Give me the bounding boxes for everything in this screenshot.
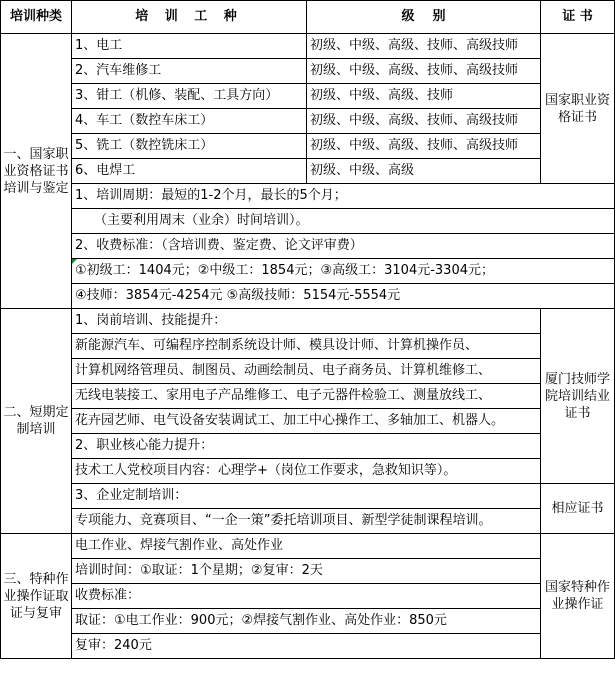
list-item: 收费标准：: [72, 584, 541, 609]
note-fee-levels: ①初级工：1404元；②中级工：1854元；③高级工：3104元-3304元；: [72, 259, 615, 284]
job-name: 3、钳工（机修、装配、工具方向）: [72, 84, 307, 109]
job-name: 1、电工: [72, 34, 307, 59]
list-item: 专项能力、竞赛项目、“一企一策”委托培训项目、新型学徒制课程培训。: [72, 509, 541, 534]
list-item: 无线电装接工、家用电子产品维修工、电子元器件检验工、测量放线工、: [72, 384, 541, 409]
list-item: 1、岗前培训、技能提升：: [72, 309, 541, 334]
category-short-term-custom: 二、短期定制培训: [1, 309, 72, 534]
header-level: 级 别: [307, 1, 541, 34]
table-row: [1, 634, 615, 659]
table-row: [1, 559, 615, 584]
table-row: [1, 384, 615, 409]
list-item: 技术工人党校项目内容：心理学+（岗位工作要求，急救知识等）。: [72, 459, 541, 484]
job-name: 4、车工（数控车床工）: [72, 109, 307, 134]
job-level: 初级、中级、高级、技师: [307, 84, 541, 109]
job-name: 5、铣工（数控铣床工）: [72, 134, 307, 159]
list-item: 2、职业核心能力提升：: [72, 434, 541, 459]
job-level: 初级、中级、高级、技师、高级技师: [307, 134, 541, 159]
table-row: [1, 209, 615, 234]
table-row: [1, 459, 615, 484]
list-item: 新能源汽车、可编程序控制系统设计师、模具设计师、计算机操作员、: [72, 334, 541, 359]
note-training-period: 1、培训周期：最短的1-2个月，最长的5个月；: [72, 184, 615, 209]
table-row: [1, 509, 615, 534]
certificate-corresponding: 相应证书: [541, 484, 615, 534]
list-item: 培训时间：①取证：1个星期；②复审：2天: [72, 559, 541, 584]
table-row: [1, 234, 615, 259]
table-row: [1, 159, 615, 184]
header-row: [1, 1, 615, 34]
job-level: 初级、中级、高级、技师、高级技师: [307, 59, 541, 84]
header-category: 培训种类: [1, 1, 72, 34]
list-item: 电工作业、焊接气割作业、高处作业: [72, 534, 541, 559]
category-special-operation: 三、特种作业操作证取证与复审: [1, 534, 72, 659]
header-training-type: 培 训 工 种: [72, 1, 307, 34]
header-certificate: 证 书: [541, 1, 615, 34]
table-row: [1, 134, 615, 159]
table-row: [1, 309, 615, 334]
certificate-national-qualification: 国家职业资格证书: [541, 34, 615, 184]
table-row: [1, 334, 615, 359]
table-row: [1, 359, 615, 384]
table-row: [1, 609, 615, 634]
list-item: 花卉园艺师、电气设备安装调试工、加工中心操作工、多轴加工、机器人。: [72, 409, 541, 434]
job-level: 初级、中级、高级、技师、高级技师: [307, 34, 541, 59]
table-row: [1, 534, 615, 559]
table-row: [1, 184, 615, 209]
table-row: [1, 259, 615, 284]
table-row: [1, 84, 615, 109]
job-level: 初级、中级、高级、技师、高级技师: [307, 109, 541, 134]
list-item: 3、企业定制培训：: [72, 484, 541, 509]
list-item: 复审：240元: [72, 634, 541, 659]
job-level: 初级、中级、高级: [307, 159, 541, 184]
note-fee-standard: 2、收费标准：（含培训费、鉴定费、论文评审费）: [72, 234, 615, 259]
list-item: 计算机网络管理员、制图员、动画绘制员、电子商务员、计算机维修工、: [72, 359, 541, 384]
table-row: [1, 59, 615, 84]
job-name: 6、电焊工: [72, 159, 307, 184]
certificate-special-operation: 国家特种作业操作证: [541, 534, 615, 659]
table-row: [1, 409, 615, 434]
certificate-college-completion: 厦门技师学院培训结业证书: [541, 309, 615, 484]
table-row: [1, 434, 615, 459]
note-fee-technician: ④技师：3854元-4254元 ⑤高级技师：5154元-5554元: [72, 284, 615, 309]
job-name: 2、汽车维修工: [72, 59, 307, 84]
category-national-qualification: 一、国家职业资格证书培训与鉴定: [1, 34, 72, 309]
table-row: [1, 109, 615, 134]
table-row: [1, 584, 615, 609]
table-row: [1, 34, 615, 59]
table-row: [1, 484, 615, 509]
list-item: 取证：①电工作业：900元；②焊接气割作业、高处作业：850元: [72, 609, 541, 634]
table-row: [1, 284, 615, 309]
note-training-time: （主要利用周末（业余）时间培训）。: [72, 209, 615, 234]
